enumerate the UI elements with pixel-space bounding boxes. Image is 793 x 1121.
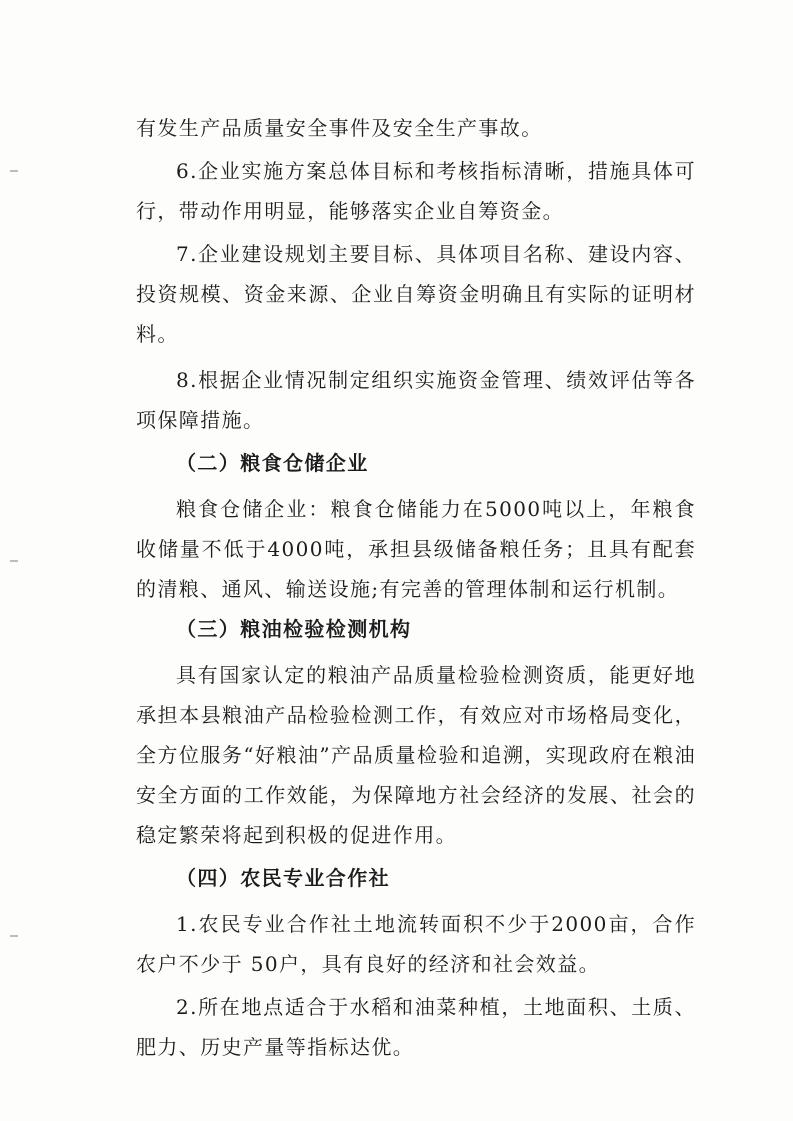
paragraph-item-8: 8.根据企业情况制定组织实施资金管理、绩效评估等各项保障措施。 bbox=[136, 368, 696, 432]
section-heading-grain-storage: （二）粮食仓储企业 bbox=[176, 451, 369, 475]
document-body bbox=[136, 108, 696, 1067]
paragraph-item-7: 7.企业建设规划主要目标、具体项目名称、建设内容、投资规模、资金来源、企业自筹资金明确且有实际的证明材料。 bbox=[136, 242, 696, 346]
binding-mark bbox=[10, 935, 18, 937]
paragraph-grain-storage: 粮食仓储企业：粮食仓储能力在5000吨以上，年粮食收储量不低于4000吨，承担县级储备粮任务；且具有配套的清粮、通风、输送设施;有完善的管理体制和运行机制。 bbox=[136, 497, 696, 601]
section-heading-inspection: （三）粮油检验检测机构 bbox=[176, 617, 412, 641]
section-heading-cooperative: （四）农民专业合作社 bbox=[176, 866, 390, 890]
paragraph-inspection: 具有国家认定的粮油产品质量检验检测资质，能更好地承担本县粮油产品检验检测工作，有效应对市场格局变化，全方位服务“好粮油”产品质量检验和追溯，实现政府在粮油安全方面的工作效能，为保障地方社会经济的发展、社会的稳定繁荣将起到积极的促进作用。 bbox=[136, 663, 696, 847]
binding-mark bbox=[10, 560, 18, 562]
binding-mark bbox=[10, 170, 18, 172]
paragraph-cooperative-2: 2.所在地点适合于水稻和油菜种植，土地面积、土质、肥力、历史产量等指标达优。 bbox=[136, 995, 696, 1059]
paragraph-item-6: 6.企业实施方案总体目标和考核指标清晰，措施具体可行，带动作用明显，能够落实企业自筹资金。 bbox=[136, 159, 696, 223]
paragraph-cooperative-1: 1.农民专业合作社土地流转面积不少于2000亩，合作农户不少于 50户，具有良好的经济和社会效益。 bbox=[136, 912, 696, 976]
paragraph-continuation: 有发生产品质量安全事件及安全生产事故。 bbox=[136, 116, 543, 140]
